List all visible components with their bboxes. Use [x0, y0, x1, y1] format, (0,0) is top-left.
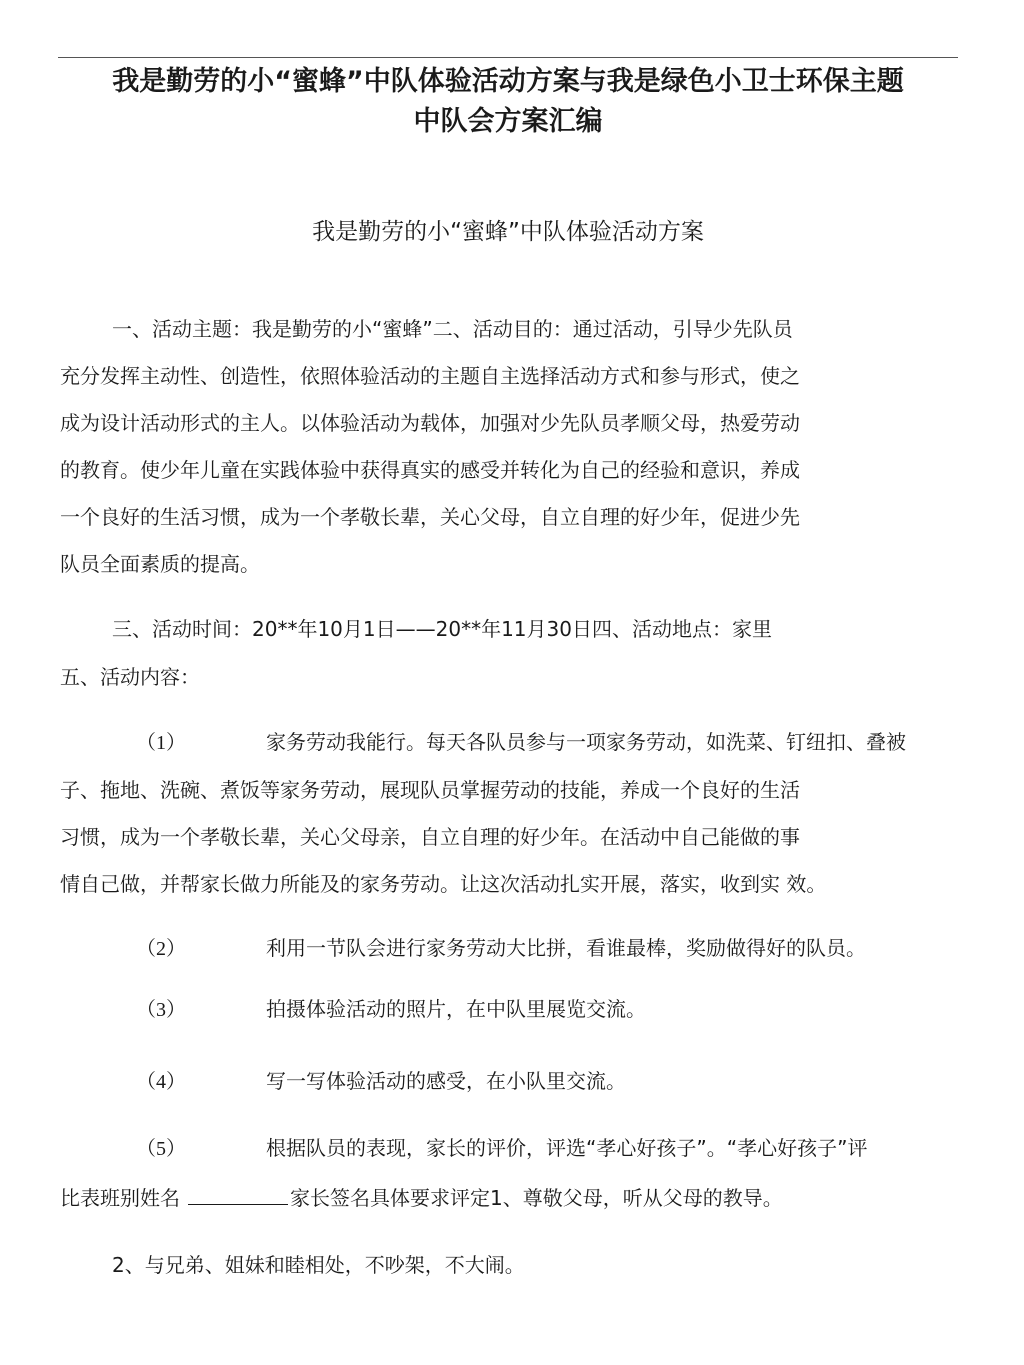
section-title: 我是勤劳的小“蜜蜂”中队体验活动方案: [312, 219, 704, 245]
rule-2-paragraph: [60, 1242, 940, 1289]
item-text: 写一写体验活动的感受，在小队里交流。: [266, 1069, 626, 1093]
paragraph-line: 家务劳动我能行。每天各队员参与一项家务劳动，如洗菜、钉纽扣、叠被: [266, 730, 906, 754]
content-item-5: [60, 1124, 940, 1223]
document-title: [58, 62, 958, 142]
content-item-2: [60, 925, 940, 973]
item-text: 利用一节队会进行家务劳动大比拼，看谁最棒，奖励做得好的队员。: [266, 936, 866, 960]
purpose-paragraph: [60, 306, 940, 588]
item-number: （4）: [136, 1071, 186, 1093]
item-number: （2）: [136, 938, 186, 960]
paragraph-line: 一个良好的生活习惯，成为一个孝敬长辈，关心父母，自立自理的好少年，促进少先: [60, 505, 800, 529]
paragraph-line: 家长签名具体要求评定1、尊敬父母，听从父母的教导。: [290, 1186, 783, 1210]
item-number: （3）: [136, 999, 186, 1021]
paragraph-line: 充分发挥主动性、创造性，依照体验活动的主题自主选择活动方式和参与形式，使之: [60, 364, 800, 388]
paragraph-line: 习惯，成为一个孝敬长辈，关心父母亲，自立自理的好少年。在活动中自己能做的事: [60, 825, 800, 849]
name-blank-field: [188, 1186, 288, 1205]
paragraph-line: 根据队员的表现，家长的评价，评选“孝心好孩子”。“孝心好孩子”评: [266, 1136, 868, 1160]
paragraph-line: 子、拖地、洗碗、煮饭等家务劳动，展现队员掌握劳动的技能，养成一个良好的生活: [60, 778, 800, 802]
item-number: （1）: [136, 732, 186, 754]
paragraph-line: 的教育。使少年儿童在实践体验中获得真实的感受并转化为自己的经验和意识，养成: [60, 458, 800, 482]
paragraph-line: 队员全面素质的提高。: [60, 552, 260, 576]
item-text: 拍摄体验活动的照片，在中队里展览交流。: [266, 997, 646, 1021]
content-item-1: [60, 719, 940, 908]
form-label: 比表班别姓名: [60, 1186, 180, 1210]
paragraph-line: 成为设计活动形式的主人。以体验活动为载体，加强对少先队员孝顺父母，热爱劳动: [60, 411, 800, 435]
paragraph-line: 一、活动主题：我是勤劳的小“蜜蜂”二、活动目的：通过活动，引导少先队员: [112, 317, 793, 341]
activity-time-line: 三、活动时间：20**年10月1日——20**年11月30日四、活动地点：家里: [112, 617, 772, 641]
document-title-line-2: 中队会方案汇编: [413, 106, 603, 137]
paragraph-line: 2、与兄弟、姐妹和睦相处，不吵架，不大闹。: [112, 1253, 525, 1277]
time-place-paragraph: [60, 605, 940, 701]
paragraph-line: 情自己做，并帮家长做力所能及的家务劳动。让这次活动扎实开展，落实，收到实 效。: [60, 872, 827, 896]
content-item-4: [60, 1058, 940, 1106]
document-title-line-1: 我是勤劳的小“蜜蜂”中队体验活动方案与我是绿色小卫士环保主题: [112, 66, 904, 97]
item-number: （5）: [136, 1138, 186, 1160]
content-item-3: [60, 986, 940, 1034]
activity-content-heading: 五、活动内容：: [60, 665, 200, 689]
header-rule: [58, 57, 958, 58]
